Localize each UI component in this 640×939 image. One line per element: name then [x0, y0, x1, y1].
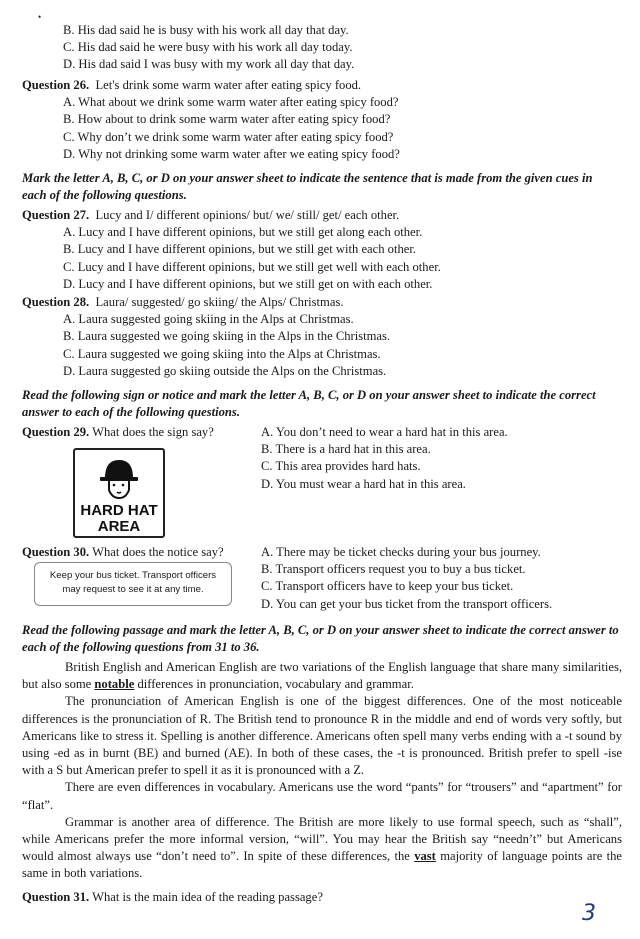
passage-paragraph-1	[22, 659, 622, 693]
question-29-label: Question 29.	[22, 425, 90, 439]
question-31-stem: What is the main idea of the reading passage?	[92, 890, 323, 904]
option-29-d: D. You must wear a hard hat in this area.	[261, 476, 466, 491]
question-29	[22, 424, 214, 441]
option-25-c: C. His dad said he were busy with his work all day today.	[63, 40, 353, 55]
question-30	[22, 544, 224, 561]
option-30-c: C. Transport officers have to keep your bus ticket.	[261, 579, 514, 594]
option-29-a: A. You don’t need to wear a hard hat in this area.	[261, 425, 508, 439]
question-28-label: Question 28.	[22, 295, 90, 309]
notice-line-1: Keep your bus ticket. Transport officers	[49, 570, 217, 581]
question-29-stem: What does the sign say?	[92, 425, 214, 439]
question-27	[0, 207, 640, 293]
passage-p1-text-a: British English and American English are two variations of the English language that share many similarities, but also some	[22, 660, 622, 692]
reading-passage	[22, 659, 622, 883]
sign-line-2: AREA	[97, 518, 141, 535]
option-28-b: B. Laura suggested we going skiing in the Alps in the Christmas.	[63, 329, 391, 344]
question-30-options	[261, 544, 552, 613]
question-25-options	[0, 22, 640, 74]
hard-hat-sign	[73, 448, 165, 538]
option-26-c: C. Why don’t we drink some warm water after eating spicy food?	[63, 129, 394, 144]
option-29-b: B. There is a hard hat in this area.	[261, 442, 431, 457]
option-25-b: B. His dad said he is busy with his work all day that day.	[63, 23, 349, 37]
option-25-d: D. His dad said I was busy with my work all day that day.	[63, 57, 355, 72]
option-26-b: B. How about to drink some warm water after eating spicy food?	[63, 112, 391, 127]
option-28-d: D. Laura suggested go skiing outside the Alps on the Christmas.	[63, 363, 387, 378]
notice-line-2: may request to see it at any time.	[62, 584, 204, 595]
option-27-c: C. Lucy and I have different opinions, but we still get well with each other.	[63, 259, 441, 274]
scan-mark: •	[38, 12, 42, 22]
question-30-label: Question 30.	[22, 545, 90, 559]
passage-p1-text-b: differences in pronunciation, vocabulary and grammar.	[134, 677, 414, 692]
option-27-a: A. Lucy and I have different opinions, but we still get along each other.	[63, 225, 423, 240]
passage-paragraph-2: The pronunciation of American English is one of the biggest differences. One of the most noticeable differences is the pronunciation of R. The British tend to pronounce R in the middle and end of words very softly, but Americans like to stress it. Spelling is another difference. Americans often spell many verbs ending with a -t sound by using -ed as in burnt (BE) and burned (AE). In both of these cases, the -t is pronounced. British prefer to spell -ise with a S but American prefer to spell it as it is pronounced with a Z.	[22, 694, 622, 778]
question-26	[0, 77, 640, 163]
question-30-stem: What does the notice say?	[92, 545, 224, 559]
option-30-a: A. There may be ticket checks during your bus journey.	[261, 545, 541, 559]
sign-line-1: HARD HAT	[80, 502, 158, 519]
question-28	[0, 294, 640, 380]
passage-paragraph-3: There are even differences in vocabulary. Americans use the word “pants” for “trousers” and “apartment” for “flat”.	[22, 780, 622, 812]
option-26-a: A. What about we drink some warm water after eating spicy food?	[63, 95, 399, 110]
passage-paragraph-4	[22, 814, 622, 883]
underlined-word-vast: vast	[414, 849, 436, 864]
question-26-stem: Let's drink some warm water after eating spicy food.	[95, 78, 362, 92]
hard-hat-worker-icon	[75, 452, 163, 504]
option-27-d: D. Lucy and I have different opinions, but we still get on with each other.	[63, 276, 433, 291]
option-30-b: B. Transport officers request you to buy a bus ticket.	[261, 562, 526, 577]
option-28-c: C. Laura suggested we going skiing into the Alps at Christmas.	[63, 346, 381, 361]
option-26-d: D. Why not drinking some warm water after we eating spicy food?	[63, 146, 400, 161]
underlined-word-notable: notable	[94, 677, 135, 692]
question-31	[0, 889, 640, 906]
option-29-c: C. This area provides hard hats.	[261, 459, 421, 474]
passage-p4-text-b: majority of language points are the same in both variations.	[22, 849, 623, 881]
instruction-sign-notice: Read the following sign or notice and mark the letter A, B, C, or D on your answer sheet to indicate the correct answer to each of the following questions.	[22, 388, 596, 419]
question-26-label: Question 26.	[22, 78, 90, 92]
question-31-label: Question 31.	[22, 890, 90, 904]
instruction-reading-passage: Read the following passage and mark the letter A, B, C, or D on your answer sheet to indicate the correct answer to each of the following questions from 31 to 36.	[22, 623, 619, 654]
question-29-options	[261, 424, 508, 493]
page-number: 3	[582, 901, 596, 926]
option-28-a: A. Laura suggested going skiing in the Alps at Christmas.	[63, 312, 354, 327]
option-27-b: B. Lucy and I have different opinions, but we still get with each other.	[63, 242, 417, 257]
question-27-stem: Lucy and I/ different opinions/ but/ we/ still/ get/ each other.	[95, 208, 400, 222]
option-30-d: D. You can get your bus ticket from the transport officers.	[261, 596, 553, 611]
question-27-label: Question 27.	[22, 208, 90, 222]
question-28-stem: Laura/ suggested/ go skiing/ the Alps/ Christmas.	[95, 295, 344, 309]
passage-p4-text-a: Grammar is another area of difference. The British are more likely to use formal speech, such as “shall”, while Americans prefer the more informal version, “will”. You may hear the British say “needn’t” but Americans would almost always use “don’t need to”. In spite of these differences, the	[22, 814, 622, 864]
instruction-sentence-building: Mark the letter A, B, C, or D on your answer sheet to indicate the sentence that is made from the given cues in each of the following questions.	[22, 171, 593, 202]
bus-ticket-notice	[34, 562, 232, 606]
